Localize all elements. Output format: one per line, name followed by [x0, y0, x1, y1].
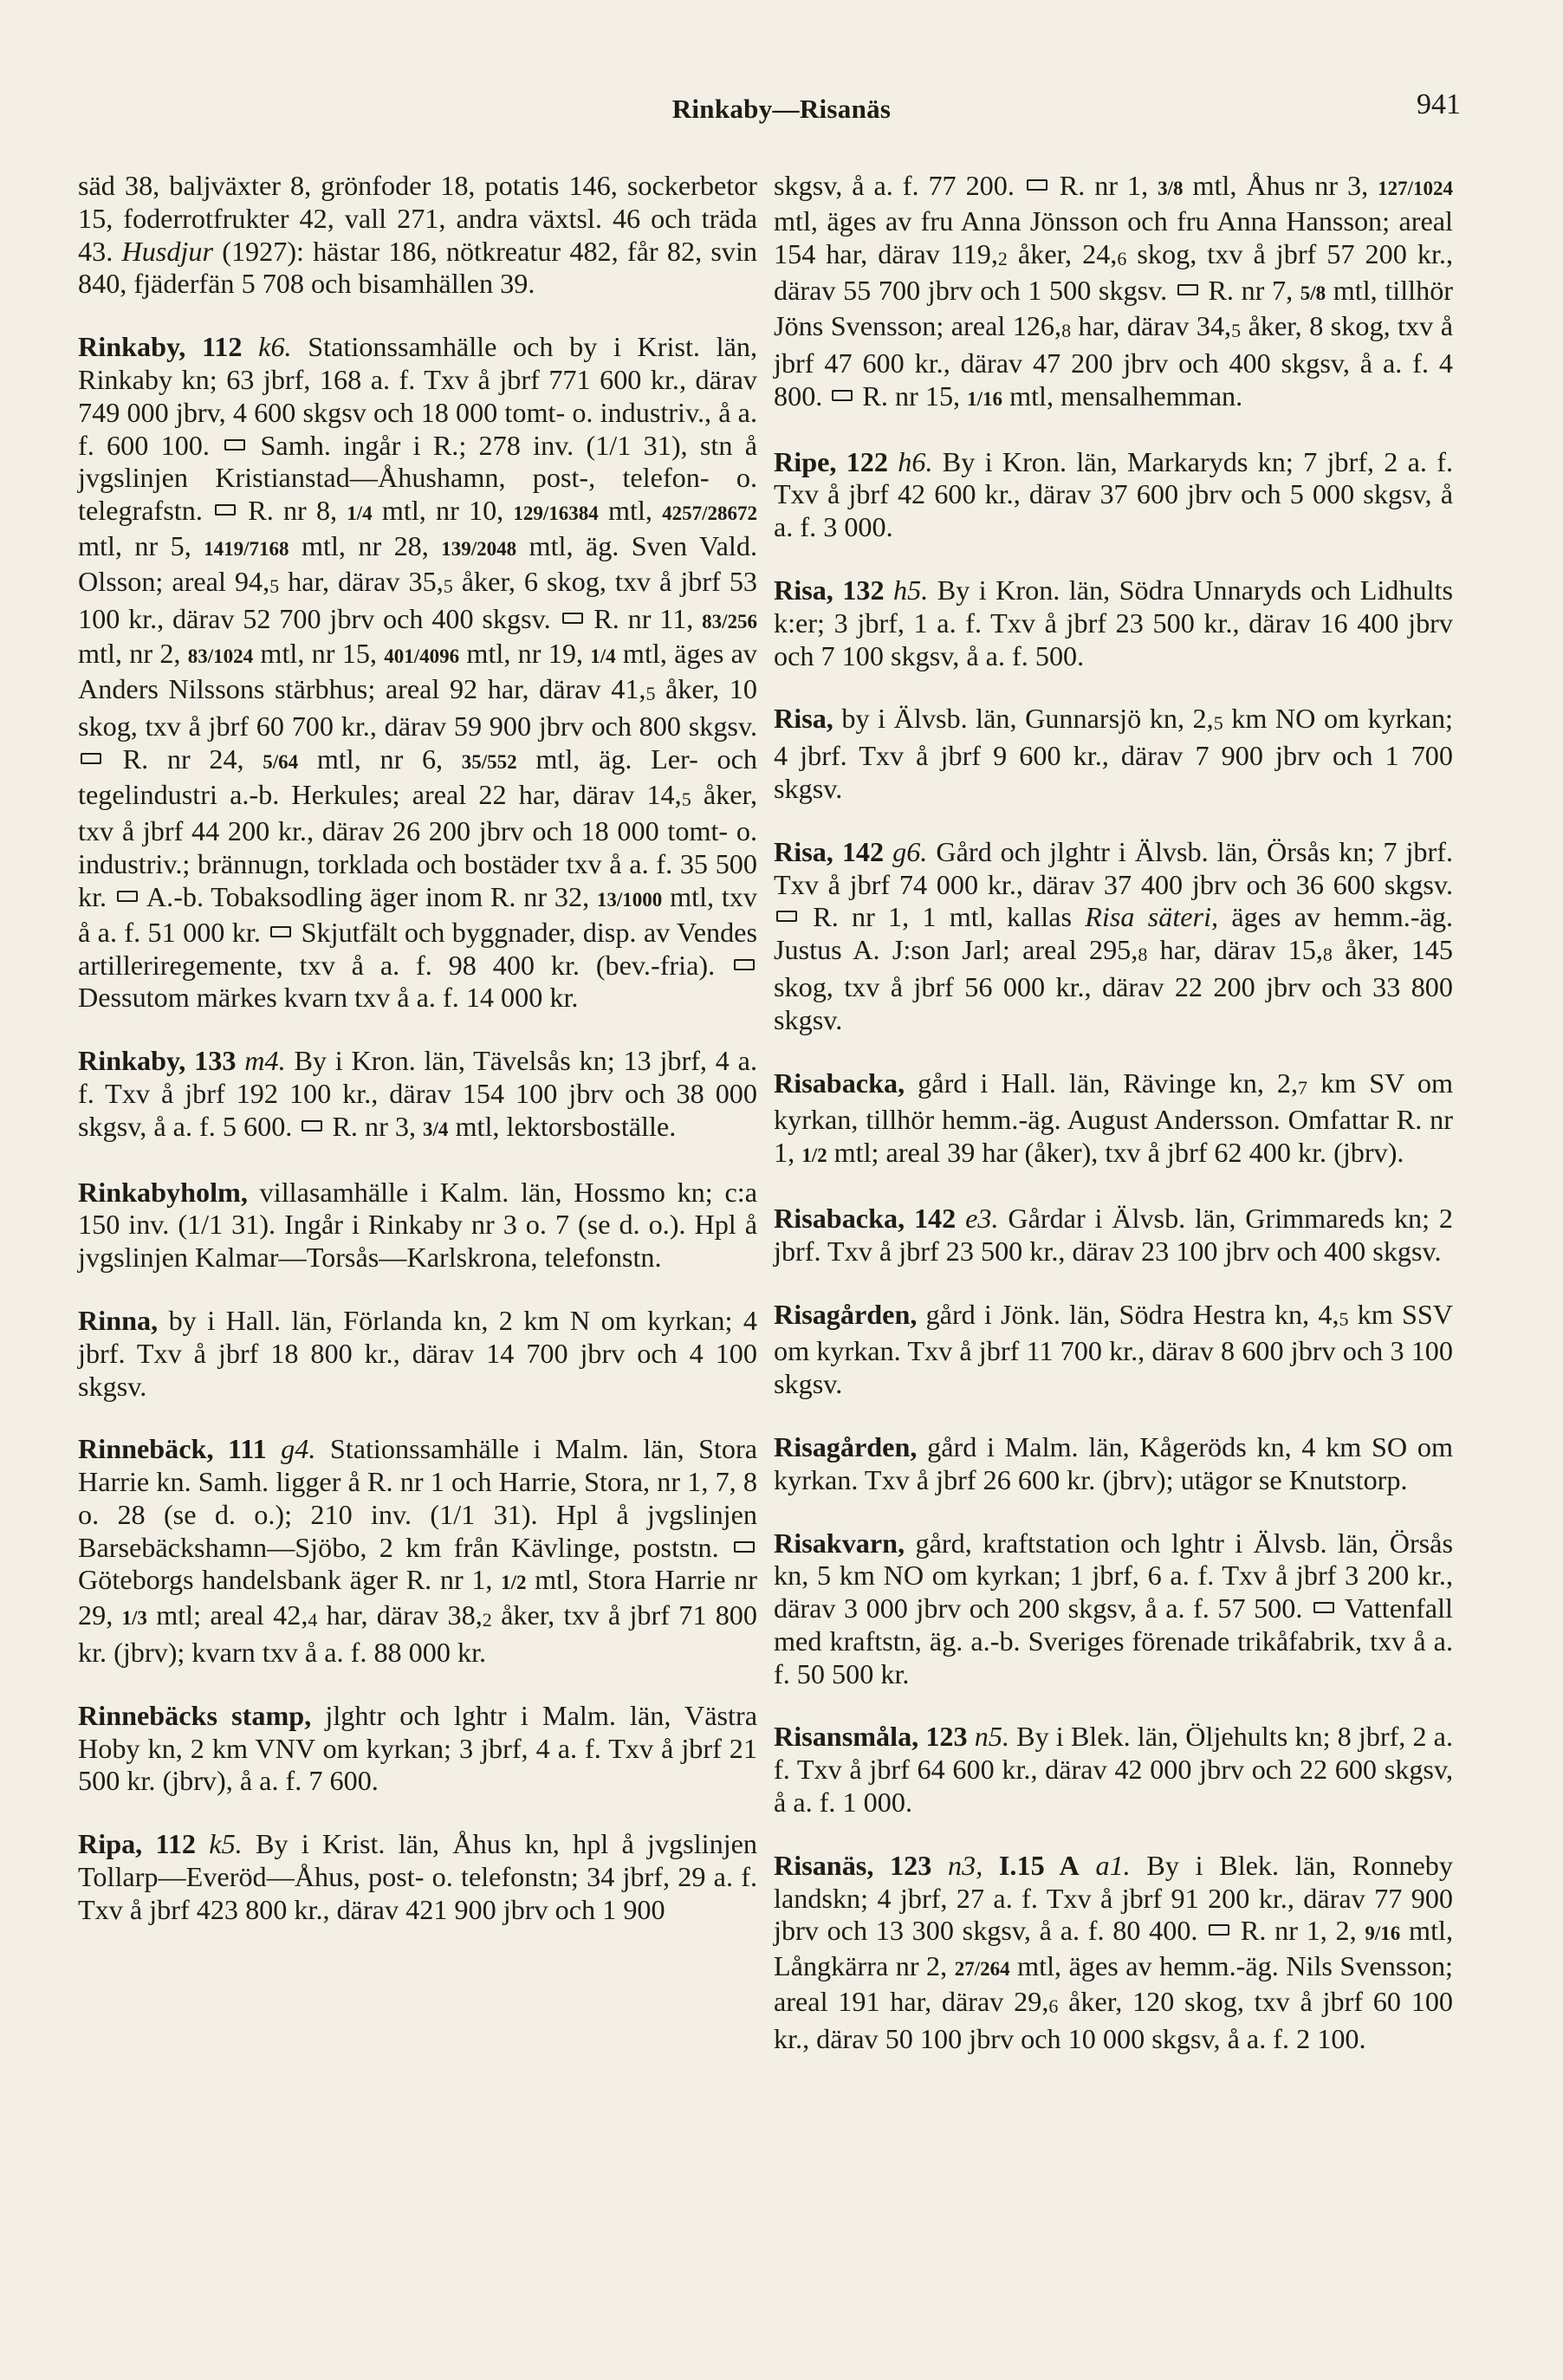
- decimal-subscript: 2: [997, 247, 1008, 269]
- decimal-subscript: 8: [1322, 944, 1333, 966]
- estate-symbol-icon: [224, 439, 245, 451]
- fraction: 5/64: [263, 750, 299, 773]
- fraction: 3/4: [423, 1118, 449, 1140]
- fraction: 83/256: [702, 610, 757, 632]
- decimal-subscript: 6: [1048, 1995, 1059, 2018]
- fraction: 1/4: [347, 503, 373, 525]
- entry-headword: Risansmåla, 123: [774, 1721, 968, 1753]
- entry-ripe: Ripe, 122 h6. By i Kron. län, Markaryds kn; 7 jbrf, 2 a. f. Txv å jbrf 42 600 kr., därav 37 600 jbrv och 5 000 skgsv, å a. f. 3 000.: [774, 445, 1454, 543]
- decimal-subscript: 5: [1339, 1307, 1349, 1330]
- entry-headword: Risa,: [774, 703, 833, 735]
- decimal-subscript: 5: [681, 788, 691, 810]
- entry-headword: Rinna,: [78, 1304, 159, 1336]
- fraction: 9/16: [1365, 1923, 1401, 1945]
- fraction: 13/1000: [596, 888, 663, 911]
- entry-headword: Rinkabyholm,: [78, 1176, 248, 1208]
- estate-symbol-icon: [776, 911, 797, 922]
- entry-risa-142: Risa, 142 g6. Gård och jlghtr i Älvsb. län, Örsås kn; 7 jbrf. Txv å jbrf 74 000 kr., därav 37 400 jbrv och 36 600 skgsv. R. nr 1, 1 mtl, kallas Risa säteri, äges av hemm.-äg. Justus A. J:son Jarl; areal $295,_8$ har, därav $15,_8$ åker, 145 skog, txv å jbrf 56 000 kr., därav 22 200 jbrv och 33 800 skgsv.: [774, 835, 1454, 1035]
- map-reference: e3.: [965, 1202, 999, 1234]
- decimal-subscript: 5: [645, 683, 656, 705]
- fraction: 1/2: [801, 1145, 827, 1167]
- fraction: 129/16384: [513, 503, 599, 525]
- estate-symbol-icon: [734, 959, 755, 970]
- fraction: 3/8: [1158, 178, 1184, 199]
- entry-rinnebacks-stamp: Rinnebäcks stamp, jlghtr och lghtr i Malm. län, Västra Hoby kn, 2 km VNV om kyrkan; 3 jbrf, 4 a. f. Txv å jbrf 21 500 kr. (jbrv), å a. f. 7 600.: [78, 1699, 757, 1797]
- fraction: 127/1024: [1378, 178, 1453, 199]
- entry-headword: Risagården,: [774, 1298, 918, 1330]
- estate-symbol-icon: [1313, 1602, 1334, 1613]
- map-reference: g4.: [281, 1433, 316, 1465]
- entry-headword: Ripa, 112: [78, 1828, 197, 1860]
- entry-headword: Risabacka, 142: [774, 1202, 957, 1234]
- decimal-subscript: 5: [1213, 712, 1223, 735]
- fraction: 5/8: [1300, 282, 1326, 305]
- entry-rinkaby-112: Rinkaby, 112 k6. Stationssamhälle och by i Krist. län, Rinkaby kn; 63 jbrf, 168 a. f. Txv å jbrf 771 600 kr., därav 749 000 jbrv, 4 600 skgsv och 18 000 tomt- o. industriv., å a. f. 600 100. Samh. ingår i R.; 278 inv. (1/1 31), stn å jvgslinjen Kristianstad—Åhushamn, post-, telefon- o. telegrafstn. R. nr 8, 1/4 mtl, nr 10, 129/16384 mtl, 4257/28672 mtl, nr 5, 1419/7168 mtl, nr 28, 139/2048 mtl, äg. Sven Vald. Olsson; areal $94,_5$ har, därav $35,_5$ åker, 6 skog, txv å jbrf 53 100 kr., därav 52 700 jbrv och 400 skgsv. R. nr 11, 83/256 mtl, nr 2, 83/1024 mtl, nr 15, 401/4096 mtl, nr 19, 1/4 mtl, äges av Anders Nilssons stärbhus; areal 92 har, därav $41,_5$ åker, 10 skog, txv å jbrf 60 700 kr., därav 59 900 jbrv och 800 skgsv. R. nr 24, 5/64 mtl, nr 6, 35/552 mtl, äg. Ler- och tegelindustri a.-b. Herkules; areal 22 har, därav $14,_5$ åker, txv å jbrf 44 200 kr., därav 26 200 jbrv och 18 000 tomt- o. industriv.; brännugn, torklada och bostäder txv å a. f. 35 500 kr. A.-b. Tobaksodling äger inom R. nr 32, 13/1000 mtl, txv å a. f. 51 000 kr. Skjutfält och byggnader, disp. av Vendes artilleriregemente, txv å a. f. 98 400 kr. (bev.-fria). Dessutom märkes kvarn txv å a. f. 14 000 kr.: [78, 331, 758, 1014]
- page-header: [78, 88, 1485, 137]
- entry-risagarden-malm: Risagården, gård i Malm. län, Kågeröds kn, 4 km SO om kyrkan. Txv å jbrf 26 600 kr. (jbrv); utägor se Knutstorp.: [774, 1430, 1453, 1495]
- left-column: [78, 170, 757, 1957]
- entry-ripa: Ripa, 112 k5. By i Krist. län, Åhus kn, hpl å jvgslinjen Tollarp—Everöd—Åhus, post- o. telefonstn; 34 jbrf, 29 a. f. Txv å jbrf 423 800 kr., därav 421 900 jbrv och 1 900: [78, 1828, 758, 1925]
- fraction: 35/552: [461, 750, 517, 773]
- estate-symbol-icon: [734, 1541, 755, 1553]
- estate-symbol-icon: [1209, 1924, 1229, 1936]
- estate-symbol-icon: [1027, 179, 1047, 191]
- page-number: 941: [1417, 88, 1461, 120]
- fraction: 1/3: [121, 1607, 147, 1630]
- entry-risakvarn: Risakvarn, gård, kraftstation och lghtr i Älvsb. län, Örsås kn, 5 km NO om kyrkan; 1 jbrf, 6 a. f. Txv å jbrf 3 200 kr., därav 3 000 jbrv och 200 skgsv, å a. f. 57 500. Vattenfall med kraftstn, äg. a.-b. Sveriges förenade trikåfabrik, txv å a. f. 50 500 kr.: [774, 1527, 1453, 1689]
- entry-risa-132: Risa, 132 h5. By i Kron. län, Södra Unnaryds och Lidhults k:er; 3 jbrf, 1 a. f. Txv å jbrf 23 500 kr., därav 16 400 jbrv och 7 100 skgsv, å a. f. 500.: [774, 574, 1453, 671]
- fraction: 139/2048: [441, 537, 517, 560]
- decimal-subscript: 5: [269, 574, 280, 597]
- decimal-subscript: 7: [1298, 1076, 1308, 1099]
- fraction: 401/4096: [384, 645, 460, 668]
- fraction: 1/4: [590, 645, 616, 668]
- estate-symbol-icon: [302, 1120, 322, 1132]
- decimal-subscript: 8: [1138, 944, 1148, 966]
- estate-symbol-icon: [117, 891, 138, 902]
- entry-paragraph: säd 38, baljväxter 8, grönfoder 18, potatis 146, sockerbetor 15, foderrotfrukter 42, vall 271, andra växtsl. 46 och träda 43. Husdjur (1927): hästar 186, nötkreatur 482, får 82, svin 840, fjäderfän 5 708 och bisamhällen 39.: [78, 170, 757, 300]
- entry-rinkaby-133: Rinkaby, 133 m4. By i Kron. län, Tävelsås kn; 13 jbrf, 4 a. f. Txv å jbrf 192 100 kr., därav 154 100 jbrv och 38 000 skgsv, å a. f. 5 600. R. nr 3, 3/4 mtl, lektorsboställe.: [78, 1045, 758, 1142]
- map-reference: h6.: [898, 445, 933, 477]
- map-reference: g6.: [892, 835, 928, 867]
- entry-headword: Risa, 142: [774, 835, 885, 867]
- fraction: 27/264: [954, 1958, 1010, 1981]
- map-reference: k6.: [258, 331, 292, 363]
- entry-risansmala: Risansmåla, 123 n5. By i Blek. län, Öljehults kn; 8 jbrf, 2 a. f. Txv å jbrf 64 600 kr., därav 42 000 jbrv och 22 600 skgsv, å a. f. 1 000.: [774, 1721, 1454, 1819]
- estate-symbol-icon: [1177, 284, 1198, 295]
- fraction: 1/2: [501, 1572, 527, 1594]
- entry-risagarden-jonk: Risagården, gård i Jönk. län, Södra Hestra kn, $4,_5$ km SSV om kyrkan. Txv å jbrf 11 700 kr., därav 8 600 jbrv och 3 100 skgsv.: [774, 1298, 1453, 1400]
- entry-headword: Rinnebäcks stamp,: [78, 1699, 312, 1731]
- decimal-subscript: 8: [1061, 320, 1072, 342]
- running-head: Rinkaby—Risanäs: [671, 94, 892, 124]
- map-reference: h5.: [893, 574, 929, 606]
- estate-symbol-icon: [81, 753, 101, 764]
- entry-headword: Risa, 132: [774, 574, 885, 606]
- map-reference: m4.: [244, 1045, 286, 1077]
- estate-symbol-icon: [270, 926, 291, 937]
- map-reference: k5.: [209, 1828, 243, 1860]
- entry-rinna: Rinna, by i Hall. län, Förlanda kn, 2 km N om kyrkan; 4 jbrf. Txv å jbrf 18 800 kr., därav 14 700 jbrv och 4 100 skgsv.: [78, 1304, 757, 1402]
- entry-headword: I.15 A: [998, 1849, 1080, 1881]
- decimal-subscript: 6: [1117, 247, 1127, 269]
- entry-risabacka-142: Risabacka, 142 e3. Gårdar i Älvsb. län, Grimmareds kn; 2 jbrf. Txv å jbrf 23 500 kr., därav 23 100 jbrv och 400 skgsv.: [774, 1202, 1453, 1267]
- fraction: 1419/7168: [204, 537, 289, 560]
- entry-headword: Risakvarn,: [774, 1527, 905, 1559]
- estate-symbol-icon: [562, 613, 583, 624]
- map-reference: Husdjur: [121, 235, 213, 267]
- map-reference: n3,: [948, 1849, 983, 1881]
- fraction: 1/16: [967, 387, 1003, 410]
- entry-headword: Rinkaby, 133: [78, 1045, 237, 1077]
- map-reference: a1.: [1095, 1849, 1131, 1881]
- entry-headword: Risanäs, 123: [774, 1849, 932, 1881]
- decimal-subscript: 5: [1231, 320, 1242, 342]
- estate-symbol-icon: [832, 390, 853, 401]
- entry-headword: Ripe, 122: [774, 445, 888, 477]
- entry-risabacka-hall: Risabacka, gård i Hall. län, Rävinge kn, $2,_7$ km SV om kyrkan, tillhör hemm.-äg. August Andersson. Omfattar R. nr 1, 1/2 mtl; areal 39 har (åker), txv å jbrf 62 400 kr. (jbrv).: [774, 1067, 1453, 1169]
- entry-rinneback: Rinnebäck, 111 g4. Stationssamhälle i Malm. län, Stora Harrie kn. Samh. ligger å R. nr 1 och Harrie, Stora, nr 1, 7, 8 o. 28 (se d. o.); 210 inv. (1/1 31). Hpl å jvgslinjen Barsebäckshamn—Sjöbo, 2 km från Kävlinge, poststn. Göteborgs handelsbank äger R. nr 1, 1/2 mtl, Stora Harrie nr 29, 1/3 mtl; areal $42,_4$ har, därav $38,_2$ åker, txv å jbrf 71 800 kr. (jbrv); kvarn txv å a. f. 88 000 kr.: [78, 1433, 758, 1669]
- entry-headword: Rinkaby, 112: [78, 331, 243, 363]
- decimal-subscript: 5: [443, 574, 453, 597]
- map-reference: n5.: [974, 1721, 1009, 1753]
- entry-headword: Risabacka,: [774, 1067, 905, 1099]
- entry-rinkabyholm: Rinkabyholm, villasamhälle i Kalm. län, Hossmo kn; c:a 150 inv. (1/1 31). Ingår i Rinkaby nr 3 o. 7 (se d. o.). Hpl å jvgslinjen Kalmar—Torsås—Karlskrona, telefonstn.: [78, 1176, 757, 1274]
- right-column: [774, 170, 1453, 2086]
- fraction: 83/1024: [187, 645, 254, 668]
- decimal-subscript: 2: [482, 1609, 492, 1631]
- estate-symbol-icon: [215, 504, 236, 516]
- entry-headword: Rinnebäck, 111: [78, 1433, 267, 1465]
- entry-risanas: Risanäs, 123 n3, I.15 A a1. By i Blek. län, Ronneby landskn; 4 jbrf, 27 a. f. Txv å jbrf 91 200 kr., därav 77 900 jbrv och 13 300 skgsv, å a. f. 80 400. R. nr 1, 2, 9/16 mtl, Långkärra nr 2, 27/264 mtl, äges av hemm.-äg. Nils Svensson; areal 191 har, därav $29,_6$ åker, 120 skog, txv å jbrf 60 100 kr., därav 50 100 jbrv och 10 000 skgsv, å a. f. 2 100.: [774, 1849, 1454, 2054]
- entry-risa-alvsb: Risa, by i Älvsb. län, Gunnarsjö kn, $2,_5$ km NO om kyrkan; 4 jbrf. Txv å jbrf 9 600 kr., därav 7 900 jbrv och 1 700 skgsv.: [774, 703, 1453, 804]
- entry-headword: Risagården,: [774, 1430, 918, 1462]
- entry-ripa-continued: skgsv, å a. f. 77 200. R. nr 1, 3/8 mtl, Åhus nr 3, 127/1024 mtl, äges av fru Anna Jönsson och fru Anna Hansson; areal 154 har, därav $119,_2$ åker, $24,_6$ skog, txv å jbrf 57 200 kr., därav 55 700 jbrv och 1 500 skgsv. R. nr 7, 5/8 mtl, tillhör Jöns Svensson; areal $126,_8$ har, därav $34,_5$ åker, 8 skog, txv å jbrf 47 600 kr., därav 47 200 jbrv och 400 skgsv, å a. f. 4 800. R. nr 15, 1/16 mtl, mensalhemman.: [774, 170, 1454, 412]
- fraction: 4257/28672: [662, 503, 757, 525]
- decimal-subscript: 4: [308, 1609, 318, 1631]
- map-reference: Risa säteri,: [1085, 901, 1219, 933]
